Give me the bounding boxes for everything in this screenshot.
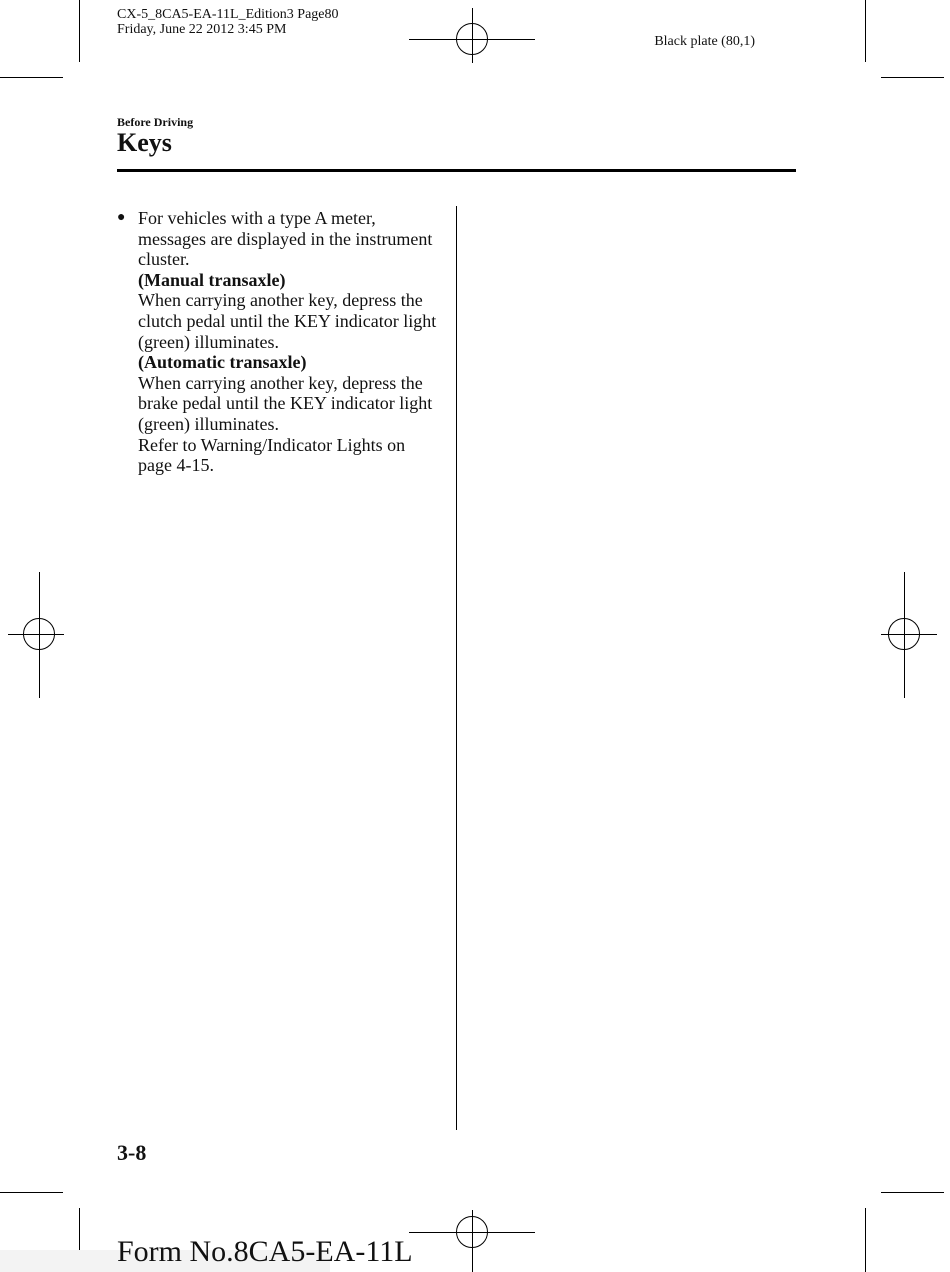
- auto-paragraph: When carrying another key, depress the brake pedal until the KEY indicator light (green) illuminates.: [138, 372, 433, 434]
- registration-target-icon: [456, 1216, 488, 1248]
- crop-mark: [865, 1208, 866, 1272]
- intro-paragraph: For vehicles with a type A meter, messages are displayed in the instrument cluster.: [138, 208, 433, 270]
- registration-target-icon: [23, 618, 55, 650]
- page-title: Keys: [117, 128, 172, 157]
- title-rule: [117, 169, 796, 172]
- manual-paragraph: When carrying another key, depress the clutch pedal until the KEY indicator light (green) illuminates.: [138, 290, 437, 352]
- form-number: Form No.8CA5-EA-11L: [117, 1235, 413, 1262]
- crop-mark: [881, 1192, 944, 1193]
- bullet-icon: ●: [117, 210, 126, 225]
- print-header: [117, 7, 339, 37]
- crop-mark: [0, 77, 63, 78]
- registration-target-icon: [456, 23, 488, 55]
- print-date: Friday, June 22 2012 3:45 PM: [117, 22, 287, 37]
- column-divider: [456, 206, 457, 1130]
- registration-target-icon: [888, 618, 920, 650]
- crop-mark: [881, 77, 944, 78]
- reference-paragraph: Refer to Warning/Indicator Lights on page 4-15.: [138, 434, 406, 476]
- crop-mark: [79, 0, 80, 62]
- list-item: [117, 208, 437, 476]
- manual-heading: (Manual transaxle): [138, 269, 286, 290]
- plate-label: Black plate (80,1): [654, 34, 755, 49]
- body-text: [117, 208, 437, 476]
- page-number: 3-8: [117, 1140, 147, 1165]
- section-label: Before Driving: [117, 115, 194, 129]
- doc-id: CX-5_8CA5-EA-11L_Edition3 Page80: [117, 7, 339, 22]
- auto-heading: (Automatic transaxle): [138, 352, 307, 373]
- crop-mark: [865, 0, 866, 62]
- crop-mark: [0, 1192, 63, 1193]
